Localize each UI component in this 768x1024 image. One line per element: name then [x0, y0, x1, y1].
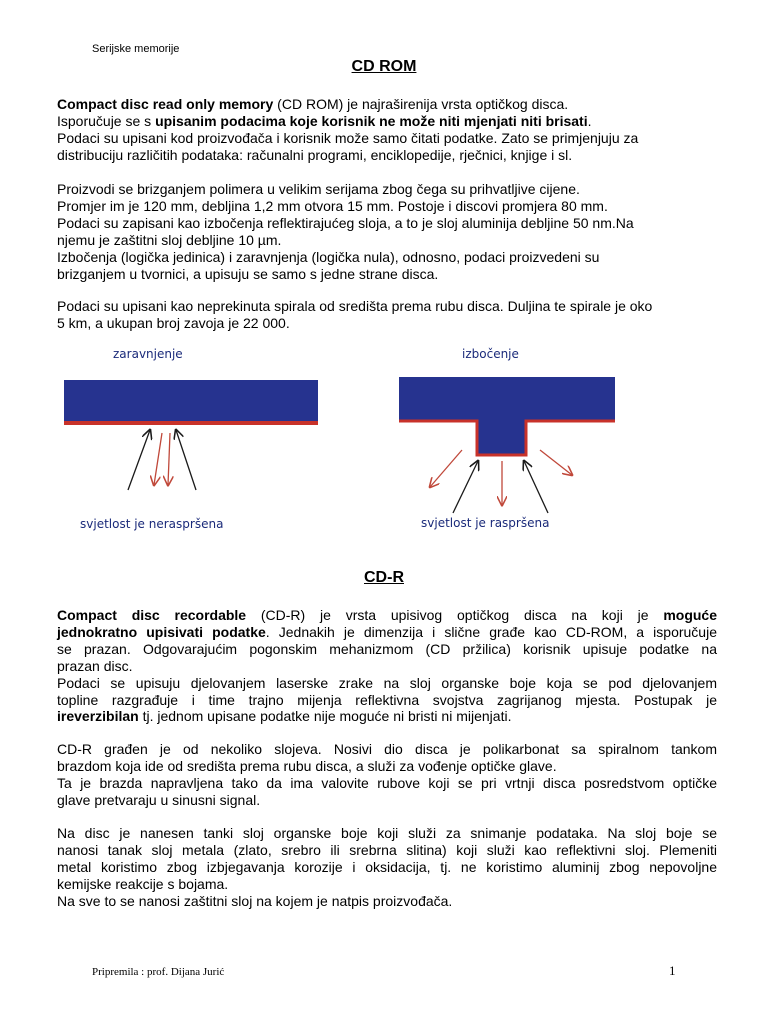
cdr-paragraph-3: Na disc je nanesen tanki sloj organske boje koji služi za snimanje podataka. Na sloj boje se nanosi tanak sloj metala (zlato, srebro ili srebrna slitina) koji služi kao reflektivni sloj. Plemeniti metal koristimo zbog izbjegavanja korozije i oksidacija, tj. ne koristimo aluminij zbog nepovoljne kemijske reakcije s bojama. Na sve to se nanosi zaštitni sloj na kojem je natpis proizvođača. — [57, 825, 717, 909]
cdrom-term: Compact disc read only memory — [57, 96, 274, 112]
cdr-term: Compact disc recordable — [57, 607, 247, 623]
pit-disc-body — [399, 377, 615, 455]
cdrom-paragraph-3: Podaci su upisani kao neprekinuta spirala od središta prema rubu disca. Duljina te spirale je oko 5 km, a ukupan broj zavoja je 22 000. — [57, 298, 653, 331]
pit-caption: svjetlost je raspršena — [421, 516, 550, 530]
cdr-emphasis: jednokratno upisivati podatke — [57, 623, 266, 640]
flat-incoming-arrow-1 — [128, 430, 150, 490]
reflection-diagram — [58, 335, 634, 538]
pit-scattered-arrow-3 — [540, 450, 572, 475]
pit-scattered-arrow-1 — [430, 450, 462, 487]
flat-reflective-layer — [64, 421, 318, 425]
cdrom-paragraph-1: Compact disc read only memory (CD ROM) je najraširenija vrsta optičkog disca. Isporučuje se s upisanim podacima koje korisnik ne može niti mjenjati niti brisati. Podaci su upisani kod proizvođača i korisnik može samo čitati podatke. Zato se primjenjuju za distribuciju različitih podataka: računalni programi, enciklopedije, rječnici, knjige i sl. — [57, 96, 639, 163]
pit-panel — [399, 347, 615, 530]
flat-reflected-arrow-1 — [154, 433, 162, 485]
running-header: Serijske memorije — [92, 43, 180, 55]
flat-caption: svjetlost je neraspršena — [80, 517, 224, 531]
cdrom-title: CD ROM — [351, 58, 417, 75]
cdr-paragraph-2: CD-R građen je od nekoliko slojeva. Nosivi dio disca je polikarbonat sa spiralnom tankom brazdom koja ide od središta prema rubu disca, a služi za vođenje optičke glave. Ta je brazda napravljena tako da ima valovite rubove koji se pri vrtnji disca posredstvom optičke glave pretvaraju u sinusni signal. — [57, 741, 717, 808]
flat-disc-body — [64, 380, 318, 424]
flat-incoming-arrow-2 — [176, 430, 196, 490]
cdrom-paragraph-2: Proizvodi se brizganjem polimera u velikim serijama zbog čega su prihvatljive cijene. Promjer im je 120 mm, debljina 1,2 mm otvora 15 mm. Postoje i discovi promjera 80 mm. Podaci su zapisani kao izbočenja reflektirajućeg sloja, a to je sloj aluminija debljine 50 nm.Na njemu je zaštitni sloj debljine 10 µm. Izbočenja (logička jedinica) i zaravnjenja (logička nula), odnosno, podaci proizvedeni su brizganjem u tvornici, a upisuju se samo s jedne strane disca. — [57, 181, 634, 282]
pit-incoming-arrow-1 — [453, 461, 478, 513]
cdr-paragraph-1: Compact disc recordable (CD-R) je vrsta upisivog optičkog disca na koji je moguće jednokratno upisivati podatke. Jednakih je dimenzija i slične građe kao CD-ROM, a isporučuje se prazan. Odgovarajućim pogonskim mehanizmom (CD pržilica) korisnik upisuje podatke na prazan disc. Podaci se upisuju djelovanjem laserske zrake na sloj organske boje koja se pod djelovanjem topline razgrađuje i time trajno mijenja reflektivna svojstva zagrijanog mjesta. Postupak je ireverzibilan tj. jednom upisane podatke nije moguće ni bristi ni mijenjati. — [57, 607, 717, 725]
pit-incoming-arrow-2 — [524, 461, 548, 513]
page-number: 1 — [669, 963, 676, 978]
flat-land-panel — [64, 347, 318, 531]
pit-label: izbočenje — [462, 347, 519, 361]
flat-reflected-arrow-2 — [168, 433, 170, 485]
flat-label: zaravnjenje — [113, 347, 183, 361]
cdrom-emphasis: upisanim podacima koje korisnik ne može niti mjenjati niti brisati — [155, 112, 588, 129]
cdr-irreversible-term: ireverzibilan — [57, 708, 139, 725]
cdr-title: CD-R — [364, 569, 404, 586]
footer-author: Pripremila : prof. Dijana Jurić — [92, 966, 225, 978]
